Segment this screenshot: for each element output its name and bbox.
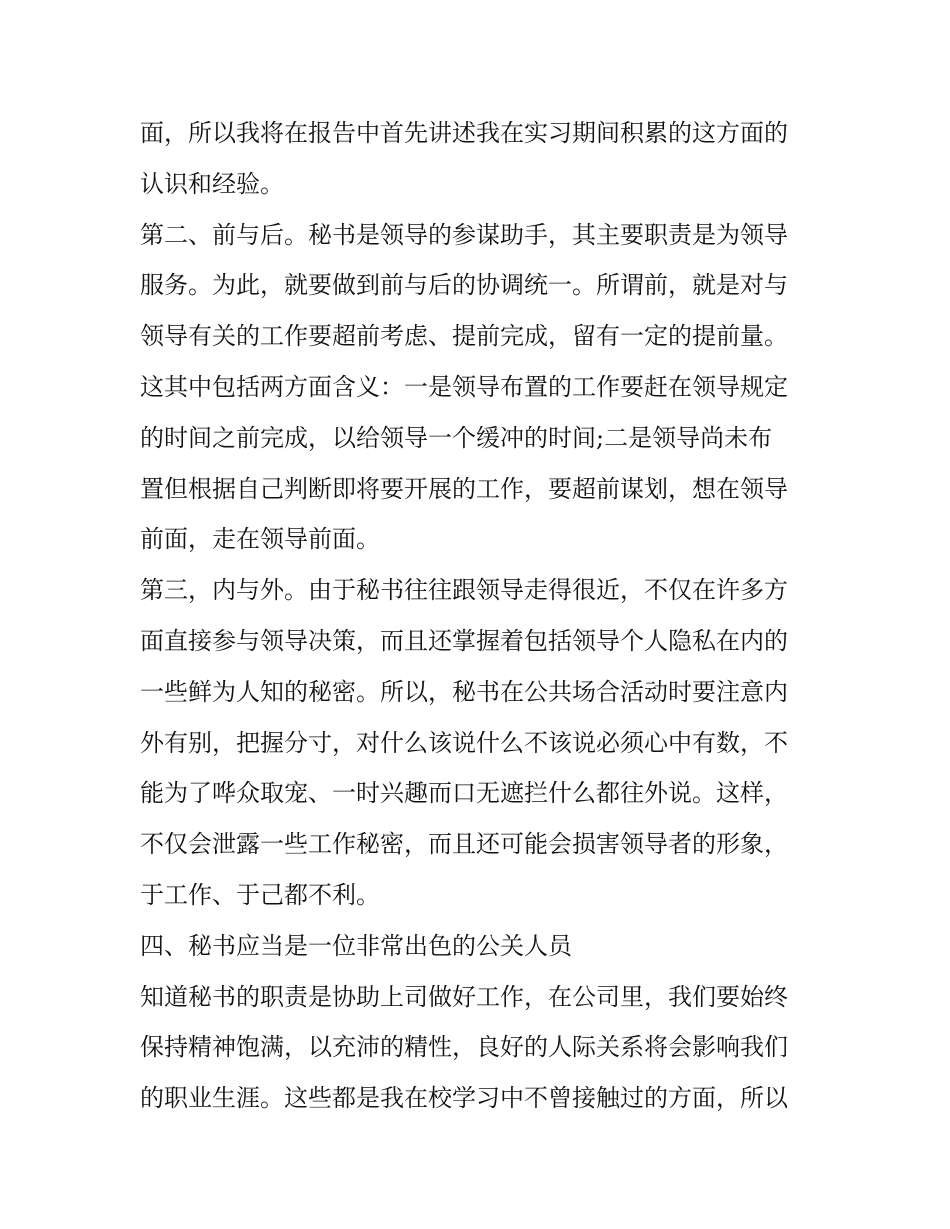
text-line: 服务。为此，就要做到前与后的协调统一。所谓前，就是对与 bbox=[140, 271, 788, 300]
text-line: 这其中包括两方面含义：一是领导布置的工作要赶在领导规定 bbox=[140, 372, 788, 401]
text-line: 知道秘书的职责是协助上司做好工作，在公司里，我们要始终 bbox=[140, 982, 788, 1011]
text-line: 面直接参与领导决策，而且还掌握着包括领导个人隐私在内的 bbox=[140, 626, 788, 655]
text-line: 能为了哗众取宠、一时兴趣而口无遮拦什么都往外说。这样， bbox=[140, 779, 788, 808]
text-line: 认识和经验。 bbox=[140, 169, 284, 198]
text-line: 不仅会泄露一些工作秘密，而且还可能会损害领导者的形象， bbox=[140, 830, 788, 859]
text-line: 一些鲜为人知的秘密。所以，秘书在公共场合活动时要注意内 bbox=[140, 677, 788, 706]
text-line: 前面，走在领导前面。 bbox=[140, 525, 380, 554]
text-line: 外有别，把握分寸，对什么该说什么不该说必须心中有数，不 bbox=[140, 728, 788, 757]
text-line: 于工作、于己都不利。 bbox=[140, 880, 380, 909]
text-line: 第三，内与外。由于秘书往往跟领导走得很近，不仅在许多方 bbox=[140, 576, 788, 605]
body-text bbox=[140, 108, 820, 1124]
text-line: 的时间之前完成，以给领导一个缓冲的时间;二是领导尚未布 bbox=[140, 423, 773, 452]
text-line: 置但根据自己判断即将要开展的工作，要超前谋划，想在领导 bbox=[140, 474, 788, 503]
text-line: 面，所以我将在报告中首先讲述我在实习期间积累的这方面的 bbox=[140, 119, 788, 147]
section-heading: 四、秘书应当是一位非常出色的公关人员 bbox=[140, 931, 572, 960]
text-line: 保持精神饱满，以充沛的精性，良好的人际关系将会影响我们 bbox=[140, 1033, 788, 1062]
text-line: 第二、前与后。秘书是领导的参谋助手，其主要职责是为领导 bbox=[140, 220, 788, 249]
text-line: 的职业生涯。这些都是我在校学习中不曾接触过的方面，所以 bbox=[140, 1084, 788, 1113]
text-line: 领导有关的工作要超前考虑、提前完成，留有一定的提前量。 bbox=[140, 322, 788, 351]
